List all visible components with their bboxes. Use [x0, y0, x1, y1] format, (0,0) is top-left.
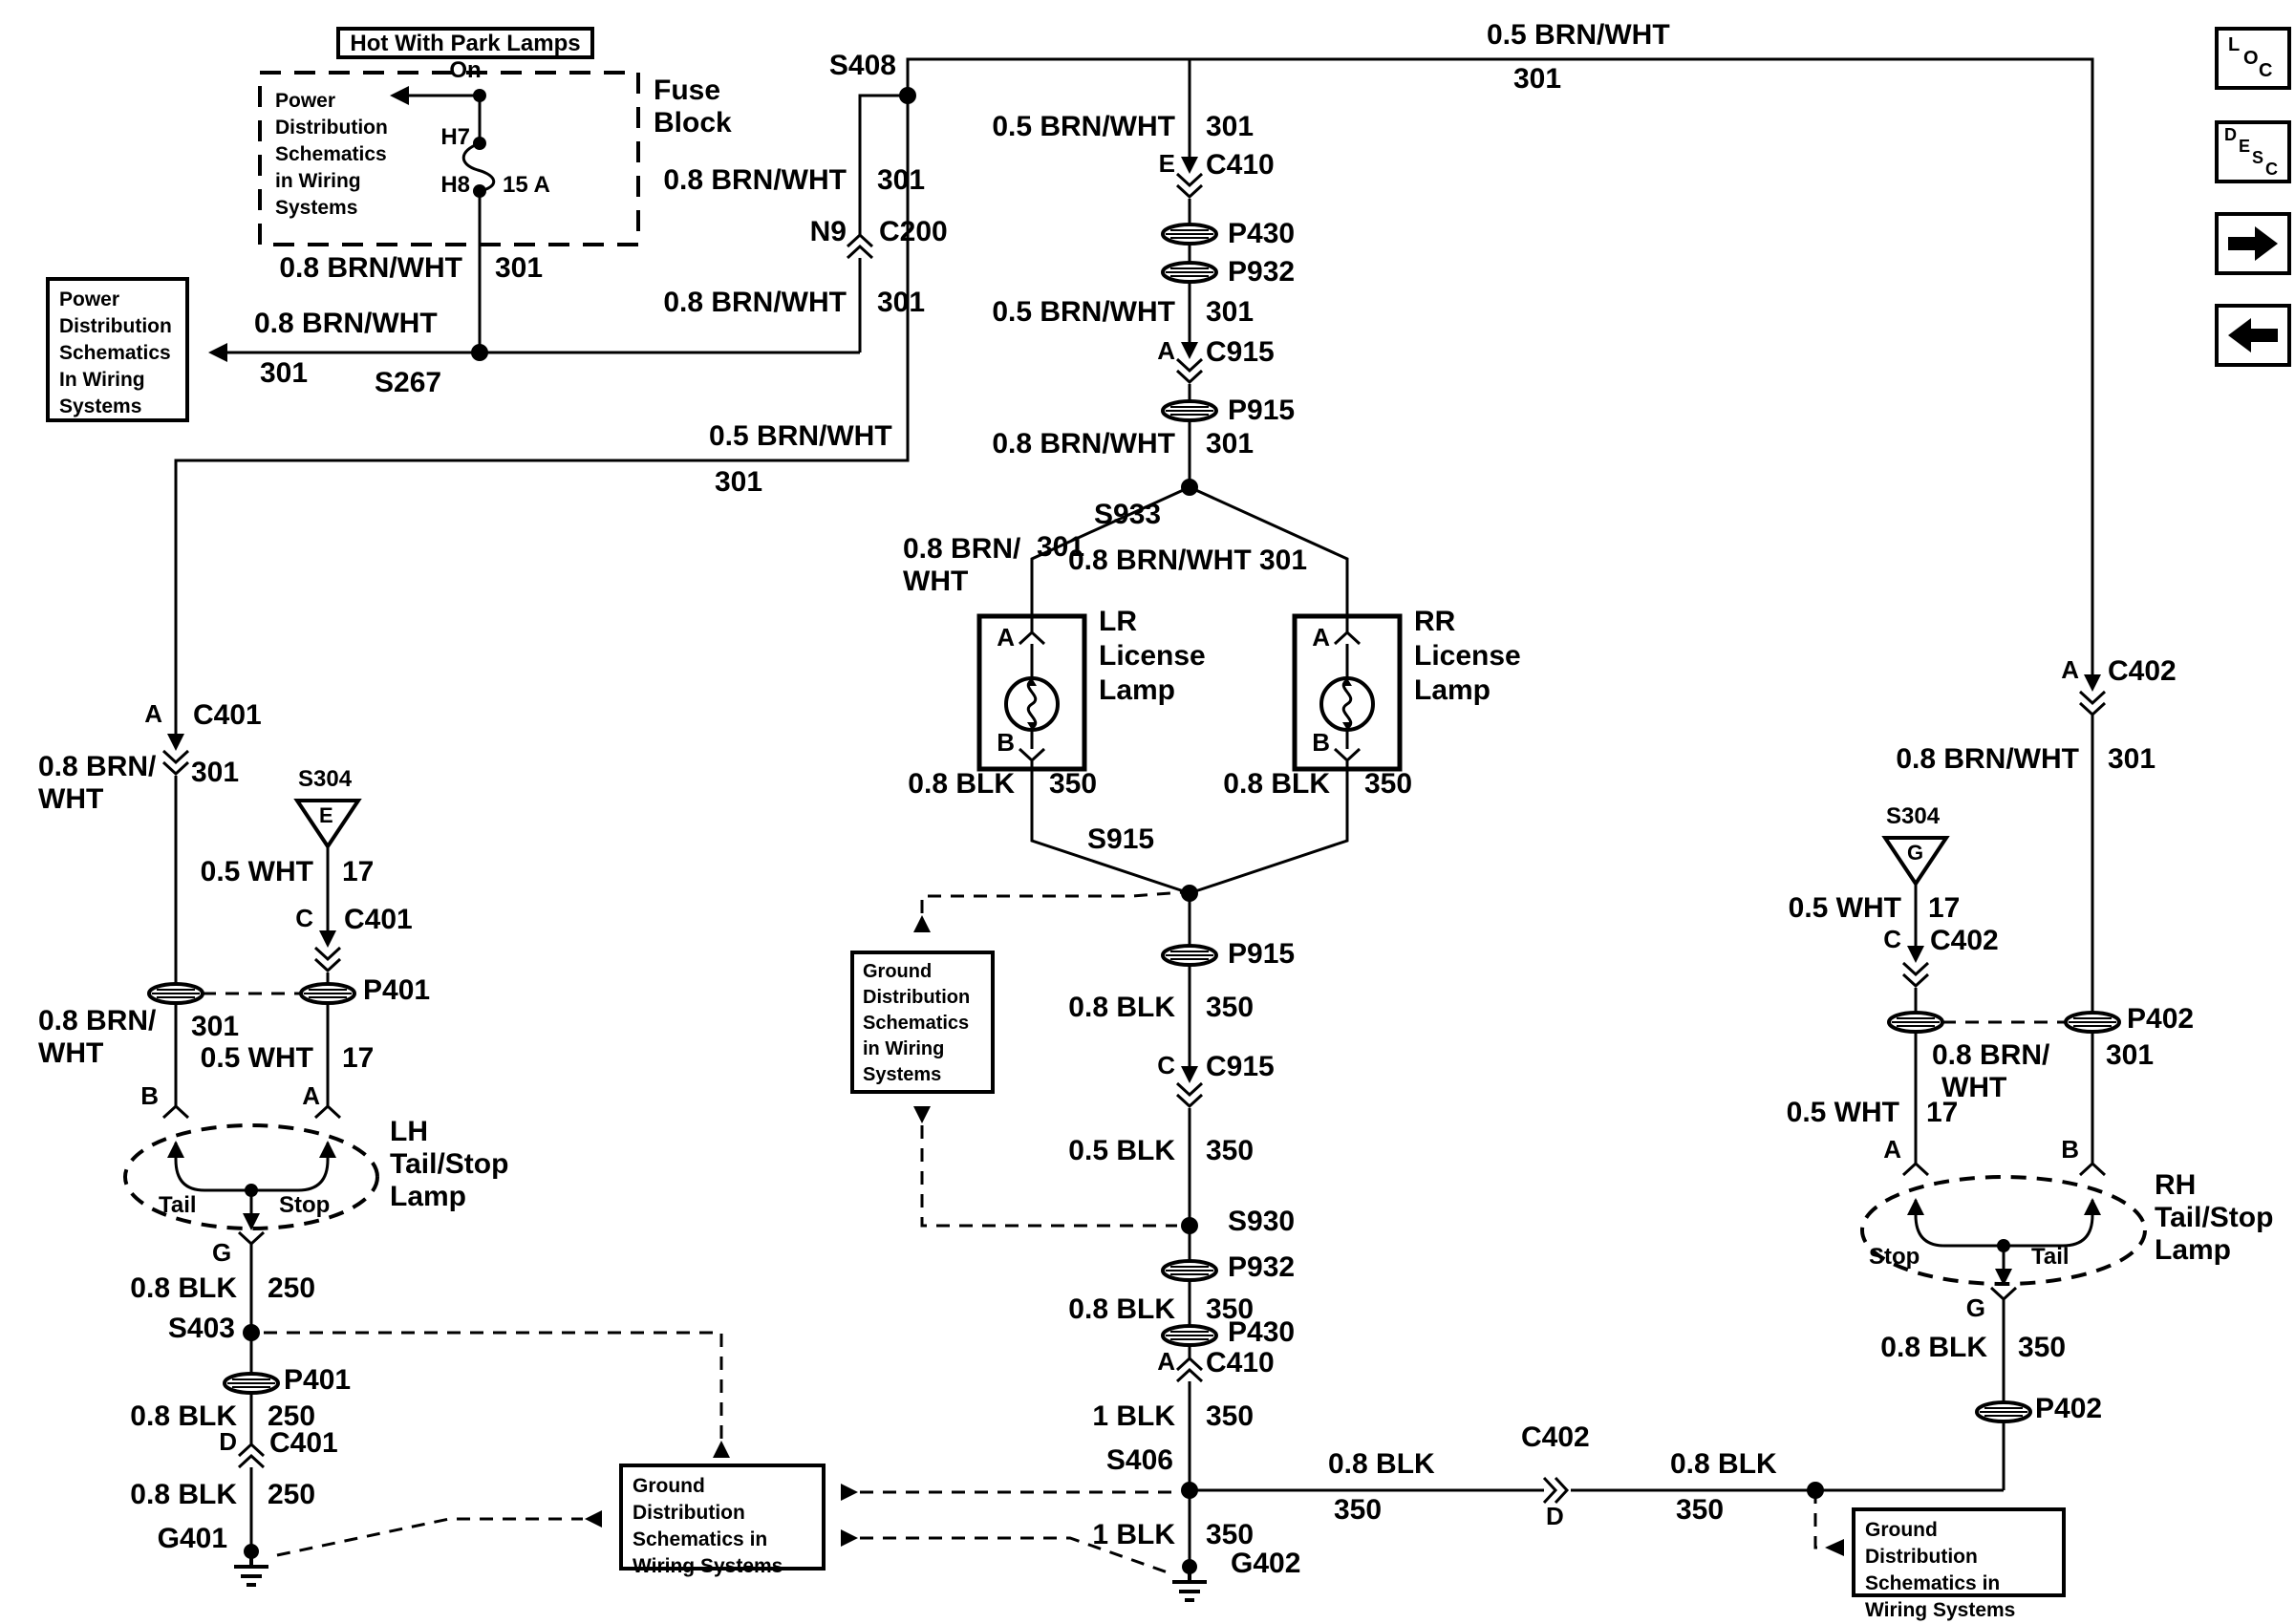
wire-name: 0.8 BLK: [1670, 1448, 1777, 1480]
circuit-number: 301: [1037, 531, 1085, 563]
arrow-left-icon: [2219, 308, 2287, 363]
desc-letter: E: [2239, 137, 2251, 156]
lh-tail-filament-label: Tail: [159, 1192, 197, 1218]
ref-line: in Wiring: [275, 170, 361, 192]
circuit-number: 301: [1206, 111, 1255, 142]
wire-name: 0.8 BRN/WHT: [1068, 545, 1252, 576]
wire-segments: [176, 59, 2092, 1567]
wire-name: 0.8 BLK: [908, 768, 1015, 800]
ground-label-g402: G402: [1231, 1548, 1301, 1579]
circuit-number: 350: [1364, 768, 1413, 800]
ref-line: Systems: [863, 1064, 942, 1085]
grommet-label-p402: P402: [2127, 1003, 2195, 1035]
lr-lamp-label: LR: [1099, 606, 1137, 637]
connector-label-c410: C410: [1206, 1347, 1275, 1378]
connector-d-c402: [1544, 1478, 1567, 1503]
s304-label: S304: [1886, 803, 1941, 829]
connector-a-c410-bottom: [1177, 1358, 1202, 1381]
splice-label-s933: S933: [1094, 499, 1162, 530]
connector-label-c200: C200: [879, 216, 948, 247]
grommet-p402-right: [2066, 1013, 2119, 1032]
circuit-number: 301: [715, 466, 763, 498]
pin-a: A: [1157, 336, 1175, 365]
loc-letter: O: [2243, 48, 2259, 69]
pin-b: B: [997, 728, 1015, 757]
rh-lamp-label: RH: [2155, 1169, 2197, 1201]
ref-line: In Wiring: [59, 369, 145, 391]
wire-name: WHT: [38, 1037, 104, 1069]
wire-name: 0.8 BRN/: [38, 1005, 157, 1036]
wire-name: 0.5 BRN/WHT: [709, 420, 892, 452]
circuit-number: 301: [495, 252, 544, 284]
loc-letter: C: [2259, 60, 2273, 81]
connector-d-c401: [239, 1444, 264, 1467]
circuit-number: 250: [268, 1272, 316, 1304]
circuit-number: 250: [268, 1479, 316, 1510]
wire-name: 0.8 BRN/WHT: [1896, 743, 2079, 775]
circuit-number: 301: [1259, 545, 1308, 576]
lh-lamp-label: LH: [390, 1116, 428, 1147]
grommet-label-p401: P401: [363, 974, 431, 1006]
splice-s408: [899, 87, 916, 104]
connector-label-c401: C401: [344, 904, 413, 935]
circuit-number: 17: [1926, 1097, 1959, 1128]
pin-g: G: [1965, 1293, 1985, 1322]
wire-name: 0.5 WHT: [200, 1042, 313, 1074]
circuit-number: 301: [1206, 296, 1255, 328]
pin-a: A: [2061, 655, 2079, 684]
connector-c-c915: [1177, 1066, 1202, 1106]
connector-label-c915: C915: [1206, 336, 1275, 368]
circuit-number: 17: [1928, 892, 1961, 924]
pin-b: B: [2061, 1135, 2079, 1164]
wire-name: 0.5 WHT: [200, 856, 313, 887]
desc-letter: S: [2252, 148, 2264, 167]
splice-label-s408: S408: [828, 50, 896, 81]
connector-c-c402: [1903, 946, 1928, 986]
circuit-number: 350: [1206, 1293, 1255, 1325]
lr-bulb-icon: [1006, 678, 1058, 730]
fuse-h8-dot: [473, 184, 486, 198]
connector-label-c401: C401: [193, 699, 262, 731]
grommet-p402-left: [1889, 1013, 1942, 1032]
wire-name: 0.8 BRN/WHT: [663, 287, 847, 318]
lr-lamp-label: License: [1099, 640, 1206, 672]
wire-name: 0.8 BLK: [1068, 1293, 1175, 1325]
pin-e: E: [1158, 149, 1175, 178]
wire-name: 0.5 WHT: [1786, 1097, 1899, 1128]
pin-a: A: [997, 623, 1015, 652]
wire-name: WHT: [38, 783, 104, 815]
circuit-number: 350: [1206, 1400, 1255, 1432]
fuse-block-label: Block: [654, 107, 732, 139]
desc-letter: D: [2224, 125, 2237, 144]
power-distribution-reference-box: [46, 277, 189, 422]
fuse-pin-h8: H8: [440, 172, 470, 198]
splice-label-s403: S403: [167, 1313, 235, 1344]
ground-g401-icon: [234, 1544, 268, 1585]
grommet-p402-ground: [1977, 1402, 2030, 1421]
wire-name: 0.8 BLK: [1880, 1332, 1987, 1363]
pin-a: A: [144, 699, 162, 728]
ground-distribution-reference-box-left: [619, 1464, 826, 1577]
splice-s403: [243, 1324, 260, 1341]
circuit-number: 250: [268, 1400, 316, 1432]
loc-letter: L: [2228, 34, 2241, 55]
rr-lamp-label: License: [1414, 640, 1521, 672]
wire-name: 1 BLK: [1092, 1519, 1175, 1550]
ref-line: Distribution: [59, 315, 172, 337]
grommet-p932-bottom: [1163, 1261, 1216, 1280]
ground-distribution-reference-box-mid: [850, 951, 995, 1094]
connector-label-c402: C402: [2108, 655, 2177, 687]
circuit-number: 350: [1206, 1135, 1255, 1166]
splice-label-s406: S406: [1105, 1444, 1173, 1476]
fuse-feed-dot: [473, 89, 486, 102]
ground-label-g401: G401: [157, 1523, 227, 1554]
arrow-right-icon: [2219, 216, 2287, 271]
lh-stop-filament-label: Stop: [279, 1192, 331, 1218]
wire-name: 0.5 BRN/WHT: [1487, 19, 1670, 51]
grommet-p915-top: [1163, 401, 1216, 420]
pin-a: A: [1312, 623, 1330, 652]
circuit-number: 301: [1206, 428, 1255, 459]
pin-d: D: [219, 1427, 237, 1456]
grommet-p430-top: [1163, 224, 1216, 244]
rh-lamp-label: Lamp: [2155, 1234, 2232, 1266]
s304-pin-e: E: [319, 803, 333, 827]
wire-name: 0.5 BRN/WHT: [992, 296, 1175, 328]
circuit-number: 350: [1676, 1494, 1725, 1526]
connector-a-c402: [2080, 674, 2105, 715]
pin-b: B: [1312, 728, 1330, 757]
junction-dot: [1807, 1482, 1824, 1499]
circuit-number: 350: [1334, 1494, 1383, 1526]
wire-name: 1 BLK: [1092, 1400, 1175, 1432]
connector-label-c915: C915: [1206, 1051, 1275, 1082]
circuit-number: 301: [1513, 63, 1562, 95]
lh-lamp-label: Tail/Stop: [390, 1148, 509, 1180]
ref-line: Systems: [59, 395, 142, 417]
grommet-label-p402: P402: [2035, 1393, 2103, 1424]
ref-line: Power: [275, 90, 336, 112]
splice-s930: [1181, 1217, 1198, 1234]
desc-button[interactable]: [2215, 120, 2291, 183]
pin-c: C: [295, 904, 313, 932]
circuit-number: 301: [191, 1011, 240, 1042]
circuit-number: 301: [260, 357, 309, 389]
connector-label-c401: C401: [269, 1427, 338, 1459]
connector-c-c401: [315, 930, 340, 971]
pin-b: B: [140, 1081, 159, 1110]
grommet-label-p915: P915: [1228, 395, 1296, 426]
pin-g: G: [212, 1238, 232, 1267]
splice-label-s267: S267: [375, 367, 442, 398]
connector-label-c402: C402: [1930, 925, 1999, 956]
circuit-number: 17: [342, 1042, 375, 1074]
ref-line: Ground Distribution: [1865, 1519, 1978, 1568]
splice-label-s930: S930: [1228, 1206, 1296, 1237]
wire-name: 0.8 BRN/WHT: [279, 252, 462, 284]
wire-name: 0.8 BLK: [130, 1400, 237, 1432]
lh-lamp-label: Lamp: [390, 1181, 467, 1212]
circuit-number: 350: [1206, 992, 1255, 1023]
grommet-p401-left: [149, 984, 203, 1003]
loc-button[interactable]: [2215, 27, 2291, 90]
circuit-number: 350: [1049, 768, 1098, 800]
circuit-number: 301: [2108, 743, 2156, 775]
desc-letter: C: [2265, 160, 2278, 179]
fuse-block-label: Fuse: [654, 75, 721, 106]
wire-name: WHT: [1941, 1072, 2007, 1103]
rr-lamp-label: Lamp: [1414, 674, 1491, 706]
circuit-number: 350: [2018, 1332, 2067, 1363]
ref-line: Power: [59, 288, 120, 310]
wire-name: 0.8 BLK: [130, 1479, 237, 1510]
pin-c: C: [1157, 1051, 1175, 1079]
pin-c: C: [1883, 925, 1901, 953]
ground-distribution-reference-box-right: [1852, 1507, 2066, 1621]
connector-a-c401: [163, 734, 188, 774]
wire-name: 0.8 BLK: [1328, 1448, 1435, 1480]
circuit-number: 350: [1206, 1519, 1255, 1550]
circuit-number: 301: [877, 287, 926, 318]
s304-label: S304: [298, 766, 353, 792]
ref-line: Schematics: [275, 143, 387, 165]
ref-line: Ground: [863, 961, 933, 982]
rh-stop-filament-label: Stop: [1869, 1244, 1920, 1270]
ground-g402-icon: [1172, 1559, 1207, 1600]
pin-n9: N9: [809, 216, 847, 247]
s304-pin-g: G: [1907, 841, 1924, 865]
lr-lamp-label: Lamp: [1099, 674, 1176, 706]
circuit-number: 17: [342, 856, 375, 887]
ref-line: Schematics: [59, 342, 171, 364]
ref-line: Systems: [275, 197, 358, 219]
grommet-label-p932: P932: [1228, 256, 1296, 288]
connector-e-c410: [1177, 157, 1202, 197]
circuit-number: 301: [191, 757, 240, 788]
next-page-button[interactable]: [2215, 212, 2291, 275]
grommet-p401-ground: [225, 1374, 278, 1393]
ref-line: Schematics in: [633, 1528, 768, 1550]
fuse-rating: 15 A: [503, 172, 550, 198]
splice-s406: [1181, 1482, 1198, 1499]
wire-name: 0.8 BRN/WHT: [663, 164, 847, 196]
rr-lamp-label: RR: [1414, 606, 1456, 637]
connector-label-c402: C402: [1521, 1421, 1590, 1453]
circuit-number: 301: [2106, 1039, 2155, 1071]
wire-name: 0.8 BLK: [130, 1272, 237, 1304]
splice-label-s915: S915: [1087, 823, 1155, 855]
connector-a-c915: [1177, 342, 1202, 382]
wire-name: WHT: [903, 566, 969, 597]
rh-lamp-label: Tail/Stop: [2155, 1202, 2274, 1233]
splice-s267: [471, 344, 488, 361]
ref-line: Distribution: [863, 987, 971, 1008]
wire-name: 0.8 BRN/: [1932, 1039, 2050, 1071]
grommet-label-p932: P932: [1228, 1251, 1296, 1283]
fuse-pin-h7: H7: [440, 124, 470, 150]
grommet-p915-bottom: [1163, 946, 1216, 965]
wire-name: 0.5 WHT: [1788, 892, 1901, 924]
prev-page-button[interactable]: [2215, 304, 2291, 367]
wire-name: 0.5 BLK: [1068, 1135, 1175, 1166]
rr-bulb-icon: [1321, 678, 1373, 730]
ref-line: Schematics: [863, 1013, 970, 1034]
grommet-label-p915: P915: [1228, 938, 1296, 970]
rh-tail-filament-label: Tail: [2031, 1244, 2070, 1270]
connector-label-c410: C410: [1206, 149, 1275, 181]
ref-line: Wiring Systems: [633, 1555, 783, 1577]
wire-name: 0.8 BRN/WHT: [254, 308, 438, 339]
wire-name: 0.8 BRN/WHT: [992, 428, 1175, 459]
grommet-label-p430: P430: [1228, 218, 1296, 249]
splice-s915: [1181, 885, 1198, 902]
grommet-p401-right: [301, 984, 354, 1003]
grommet-label-p401: P401: [284, 1364, 352, 1396]
circuit-number: 301: [877, 164, 926, 196]
ref-line: Ground Distribution: [633, 1475, 745, 1524]
grommet-label-p430: P430: [1228, 1316, 1296, 1348]
fuse-h7-dot: [473, 137, 486, 150]
wire-name: 0.8 BLK: [1223, 768, 1330, 800]
connector-n9-c200: [847, 235, 872, 258]
ref-line: in Wiring: [863, 1038, 945, 1059]
pin-d: D: [1546, 1502, 1564, 1530]
grommet-p932-top: [1163, 263, 1216, 282]
splice-s933: [1181, 479, 1198, 496]
wire-name: 0.8 BRN/: [38, 751, 157, 782]
hot-with-park-lamps-note: Hot With Park Lamps On: [336, 27, 594, 59]
grommet-p430-bottom: [1163, 1326, 1216, 1345]
wire-name: 0.8 BRN/: [903, 533, 1021, 565]
ref-line: Wiring Systems: [1865, 1599, 2016, 1621]
ref-line: Distribution: [275, 117, 388, 139]
wire-name: 0.8 BLK: [1068, 992, 1175, 1023]
ref-line: Schematics in: [1865, 1572, 2001, 1594]
pin-a: A: [1157, 1347, 1175, 1376]
fuse-block-reference-text: [275, 88, 388, 222]
wire-name: 0.5 BRN/WHT: [992, 111, 1175, 142]
pin-a: A: [1883, 1135, 1901, 1164]
pin-a: A: [302, 1081, 320, 1110]
